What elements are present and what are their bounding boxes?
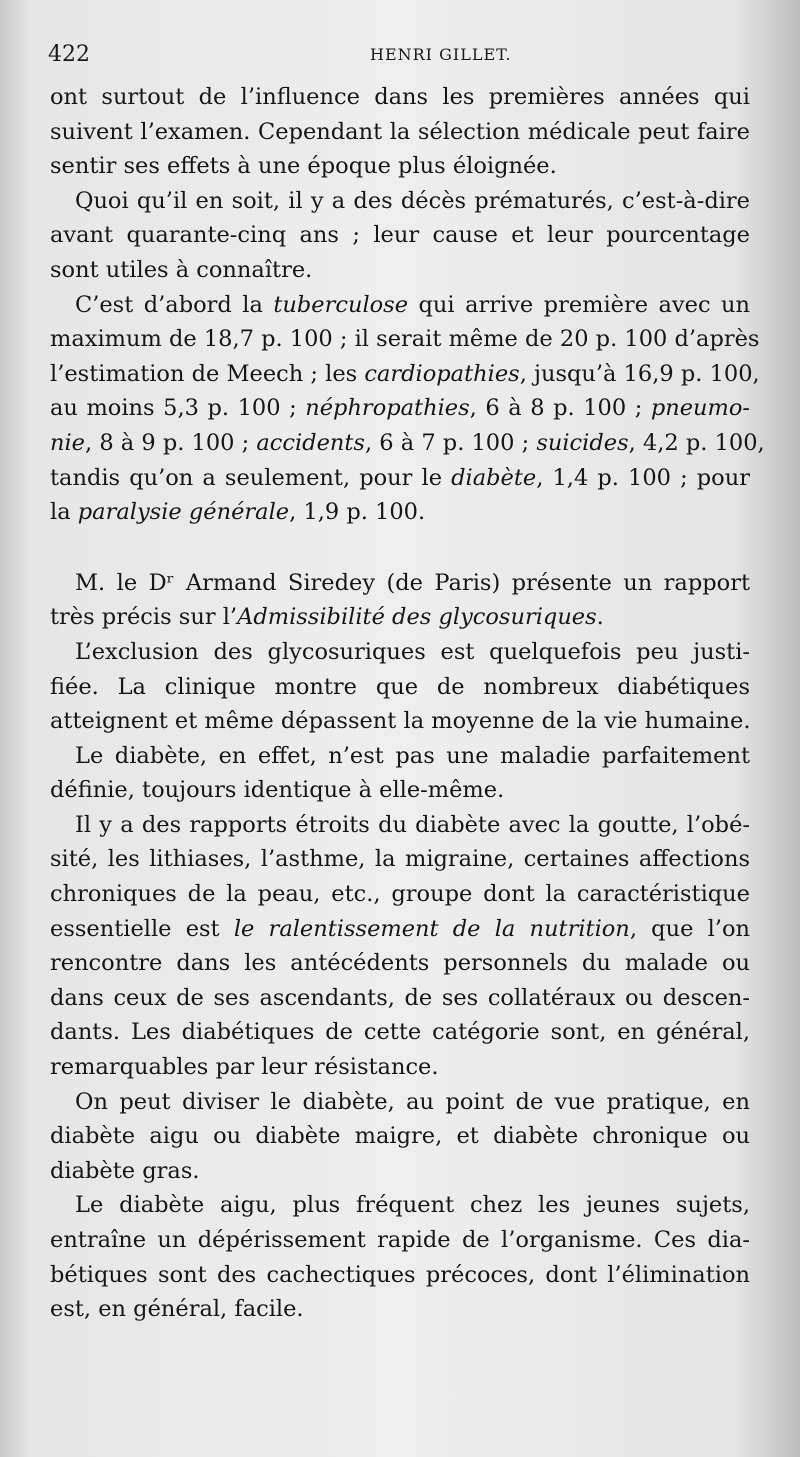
text-run: très précis sur l’ xyxy=(50,604,238,631)
body-text xyxy=(50,80,765,1327)
running-head: HENRI GILLET. xyxy=(370,45,512,64)
text-run: , 6 à 8 p. 100 ; xyxy=(469,395,651,422)
emphasis-suicides: suicides xyxy=(536,429,629,456)
text-line xyxy=(50,912,750,947)
text-line xyxy=(50,600,750,635)
text-line: chroniques de la peau, etc., groupe dont la caractéristique xyxy=(50,881,750,908)
text-line: Le diabète aigu, plus fréquent chez les jeunes sujets, xyxy=(75,1192,750,1219)
text-run: la xyxy=(50,499,78,526)
text-line: L’exclusion des glycosuriques est quelquefois peu justi- xyxy=(75,638,750,665)
text-line xyxy=(50,288,750,323)
text-run: , 1,4 p. 100 ; pour xyxy=(536,464,750,491)
text-run: essentielle est xyxy=(50,915,234,942)
text-run: tandis qu’on a seulement, pour le xyxy=(50,464,452,491)
text-line: sont utiles à connaître. xyxy=(50,256,313,283)
paragraph xyxy=(50,288,765,530)
text-line: Quoi qu’il en soit, il y a des décès prématurés, c’est-à-dire xyxy=(75,187,750,214)
section-gap xyxy=(50,530,750,566)
text-line: est, en général, facile. xyxy=(50,1296,304,1323)
paragraph xyxy=(50,1188,750,1326)
text-line xyxy=(50,391,750,426)
text-run: , 4,2 p. 100, xyxy=(628,429,765,456)
text-line: sentir ses effets à une époque plus éloignée. xyxy=(50,153,557,180)
paragraph xyxy=(50,739,750,808)
text-line: dans ceux de ses ascendants, de ses collatéraux ou descen- xyxy=(50,984,750,1011)
emphasis-accidents: accidents xyxy=(256,429,365,456)
text-line: définie, toujours identique à elle-même. xyxy=(50,777,505,804)
text-run: , 8 à 9 p. 100 ; xyxy=(85,429,257,456)
emphasis-nephropathies: néphropathies xyxy=(305,395,470,422)
emphasis-pneumonie-end: nie xyxy=(50,429,86,456)
text-run: l’estimation de Meech ; les xyxy=(50,360,365,387)
emphasis-paralysie-generale: paralysie générale xyxy=(77,499,290,526)
text-line: bétiques sont des cachectiques précoces, dont l’élimination xyxy=(50,1261,750,1288)
emphasis-ralentissement: le ralentissement de la nutrition xyxy=(233,915,630,942)
text-line: On peut diviser le diabète, au point de vue pratique, en xyxy=(75,1088,750,1115)
text-line: M. le Dʳ Armand Siredey (de Paris) présente un rapport xyxy=(75,569,750,596)
text-line: avant quarante-cinq ans ; leur cause et leur pourcentage xyxy=(50,222,750,249)
text-line: maximum de 18,7 p. 100 ; il serait même de 20 p. 100 d’après xyxy=(50,326,760,353)
emphasis-cardiopathies: cardiopathies xyxy=(364,360,520,387)
text-line: remarquables par leur résistance. xyxy=(50,1054,439,1081)
text-line: ont surtout de l’influence dans les premières années qui xyxy=(50,84,750,110)
text-line: fiée. La clinique montre que de nombreux diabétiques xyxy=(50,673,750,700)
text-run: , que l’on xyxy=(629,915,751,942)
text-run: C’est d’abord la xyxy=(75,291,274,318)
paragraph xyxy=(50,566,750,635)
text-run: . xyxy=(596,604,604,631)
text-line xyxy=(50,495,750,530)
emphasis-tuberculose: tuberculose xyxy=(273,291,409,318)
text-line: Le diabète, en effet, n’est pas une maladie parfaitement xyxy=(75,742,750,769)
text-run: au moins 5,3 p. 100 ; xyxy=(50,395,306,422)
text-line xyxy=(50,461,750,496)
text-line: Il y a des rapports étroits du diabète avec la goutte, l’obé- xyxy=(75,811,750,838)
page-header xyxy=(48,40,748,80)
text-line: diabète aigu ou diabète maigre, et diabète chronique ou xyxy=(50,1123,750,1150)
page-number: 422 xyxy=(48,42,90,67)
text-line xyxy=(50,357,760,392)
text-line: dants. Les diabétiques de cette catégorie sont, en général, xyxy=(50,1019,750,1046)
text-line: diabète gras. xyxy=(50,1157,200,1184)
text-line: sité, les lithiases, l’asthme, la migraine, certaines affections xyxy=(50,846,750,873)
emphasis-diabete: diabète xyxy=(451,464,537,491)
text-line: atteignent et même dépassent la moyenne de la vie humaine. xyxy=(50,708,751,735)
text-line: suivent l’examen. Cependant la sélection médicale peut faire xyxy=(50,118,750,145)
paragraph xyxy=(50,1085,750,1189)
paragraph xyxy=(50,635,750,739)
paragraph xyxy=(50,184,750,288)
text-run: , 6 à 7 p. 100 ; xyxy=(364,429,537,456)
paragraph xyxy=(50,80,750,184)
text-line xyxy=(50,426,765,461)
text-run: , 1,9 p. 100. xyxy=(289,499,426,526)
emphasis-admissibilite: Admissibilité des glycosuriques xyxy=(237,604,597,631)
text-line: rencontre dans les antécédents personnels du malade ou xyxy=(50,950,750,977)
text-run: qui arrive première avec un xyxy=(408,291,751,318)
emphasis-pneumonie: pneumo- xyxy=(650,395,751,422)
paragraph xyxy=(50,808,750,1085)
text-line: entraîne un dépérissement rapide de l’organisme. Ces dia- xyxy=(50,1227,750,1253)
text-run: , jusqu’à 16,9 p. 100, xyxy=(519,360,760,387)
